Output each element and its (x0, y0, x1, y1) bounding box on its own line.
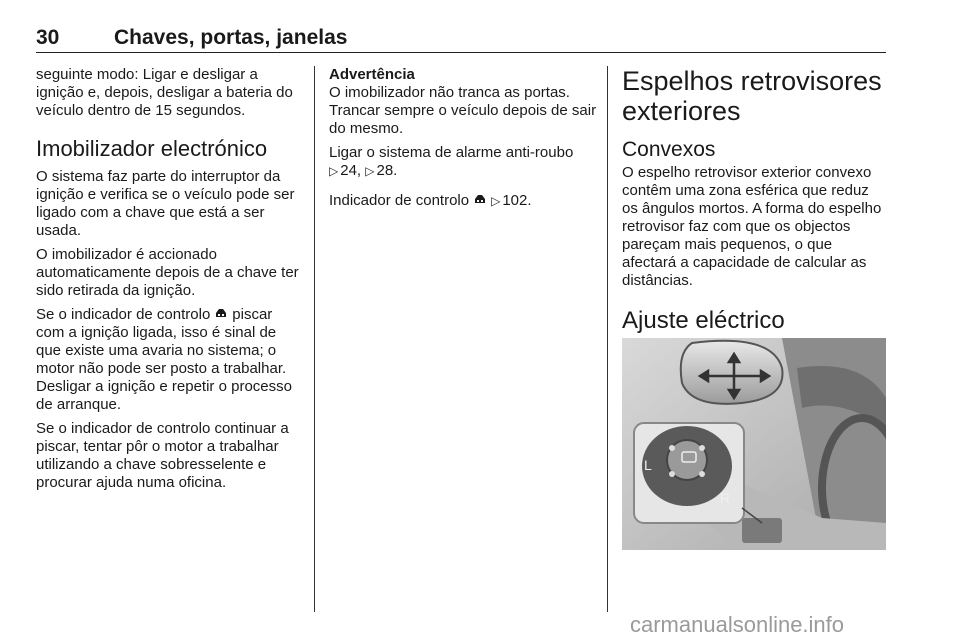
immobilizer-indicator-icon (473, 192, 487, 210)
column-middle (329, 66, 597, 216)
page-reference[interactable]: 28. (376, 162, 398, 179)
warning-text (329, 144, 597, 180)
column-divider (607, 66, 608, 612)
section-heading-electric-adjust: Ajuste eléctrico (622, 307, 785, 334)
watermark: carmanualsonline.info (630, 612, 845, 637)
immobilizer-indicator-icon (214, 306, 228, 324)
paragraph (329, 192, 597, 210)
paragraph: O espelho retrovisor exterior convexo contêm uma zona esférica que reduz os ângulos mortos. A forma do espelho retrovisor faz com que os objectos pareçam mais pequenos, o que afectará a capacidade de calcular as distâncias. (622, 164, 882, 289)
column-left (36, 66, 300, 498)
section-heading-immobilizer: Imobilizador electrónico (36, 136, 268, 161)
mirror-adjust-illustration (622, 338, 886, 550)
warning-box (329, 66, 597, 180)
page-number: 30 (36, 26, 60, 49)
column-divider (314, 66, 315, 612)
page-header (36, 26, 886, 53)
section-heading-mirrors: Espelhos retrovisores exteriores (622, 66, 882, 126)
paragraph-text: Indicador de controlo (329, 192, 470, 209)
mirror-left-label: L (644, 457, 652, 473)
page-reference-icon: ▷ (329, 164, 339, 178)
mirror-illustration-graphic (622, 338, 886, 550)
column-right (622, 66, 886, 340)
page-title: Chaves, portas, janelas (114, 26, 348, 49)
paragraph: seguinte modo: Ligar e desligar a ignição e, depois, desligar a bateria do veículo dentro de 15 segundos. (36, 66, 293, 119)
page-reference-icon: ▷ (491, 194, 501, 208)
page-reference-icon: ▷ (365, 164, 375, 178)
warning-text: O imobilizador não tranca as portas. Trancar sempre o veículo depois de sair do mesmo. (329, 84, 597, 137)
subheading-convex: Convexos (622, 138, 716, 161)
paragraph-text: Se o indicador de controlo (36, 306, 211, 323)
page-reference[interactable]: 102. (502, 192, 532, 209)
paragraph-text: piscar com a ignição ligada, isso é sinal de que existe uma avaria no sistema; o motor não pode ser posto a trabalhar. Desligar a ignição e repetir o processo de arranque. (36, 306, 292, 413)
paragraph (36, 306, 300, 414)
paragraph: O imobilizador é accionado automaticamente depois de a chave ter sido retirada da ignição. (36, 246, 299, 299)
warning-text-part: Ligar o sistema de alarme anti-roubo (329, 144, 574, 161)
warning-title: Advertência (329, 66, 415, 83)
page-reference[interactable]: 24, (340, 162, 362, 179)
mirror-right-label: R (720, 490, 731, 506)
paragraph: O sistema faz parte do interruptor da ignição e verifica se o veículo pode ser ligado com a chave que está a ser usada. (36, 168, 295, 239)
paragraph: Se o indicador de controlo continuar a piscar, tentar pôr o motor a trabalhar utilizando a chave sobresselente e procurar ajuda numa oficina. (36, 420, 289, 491)
